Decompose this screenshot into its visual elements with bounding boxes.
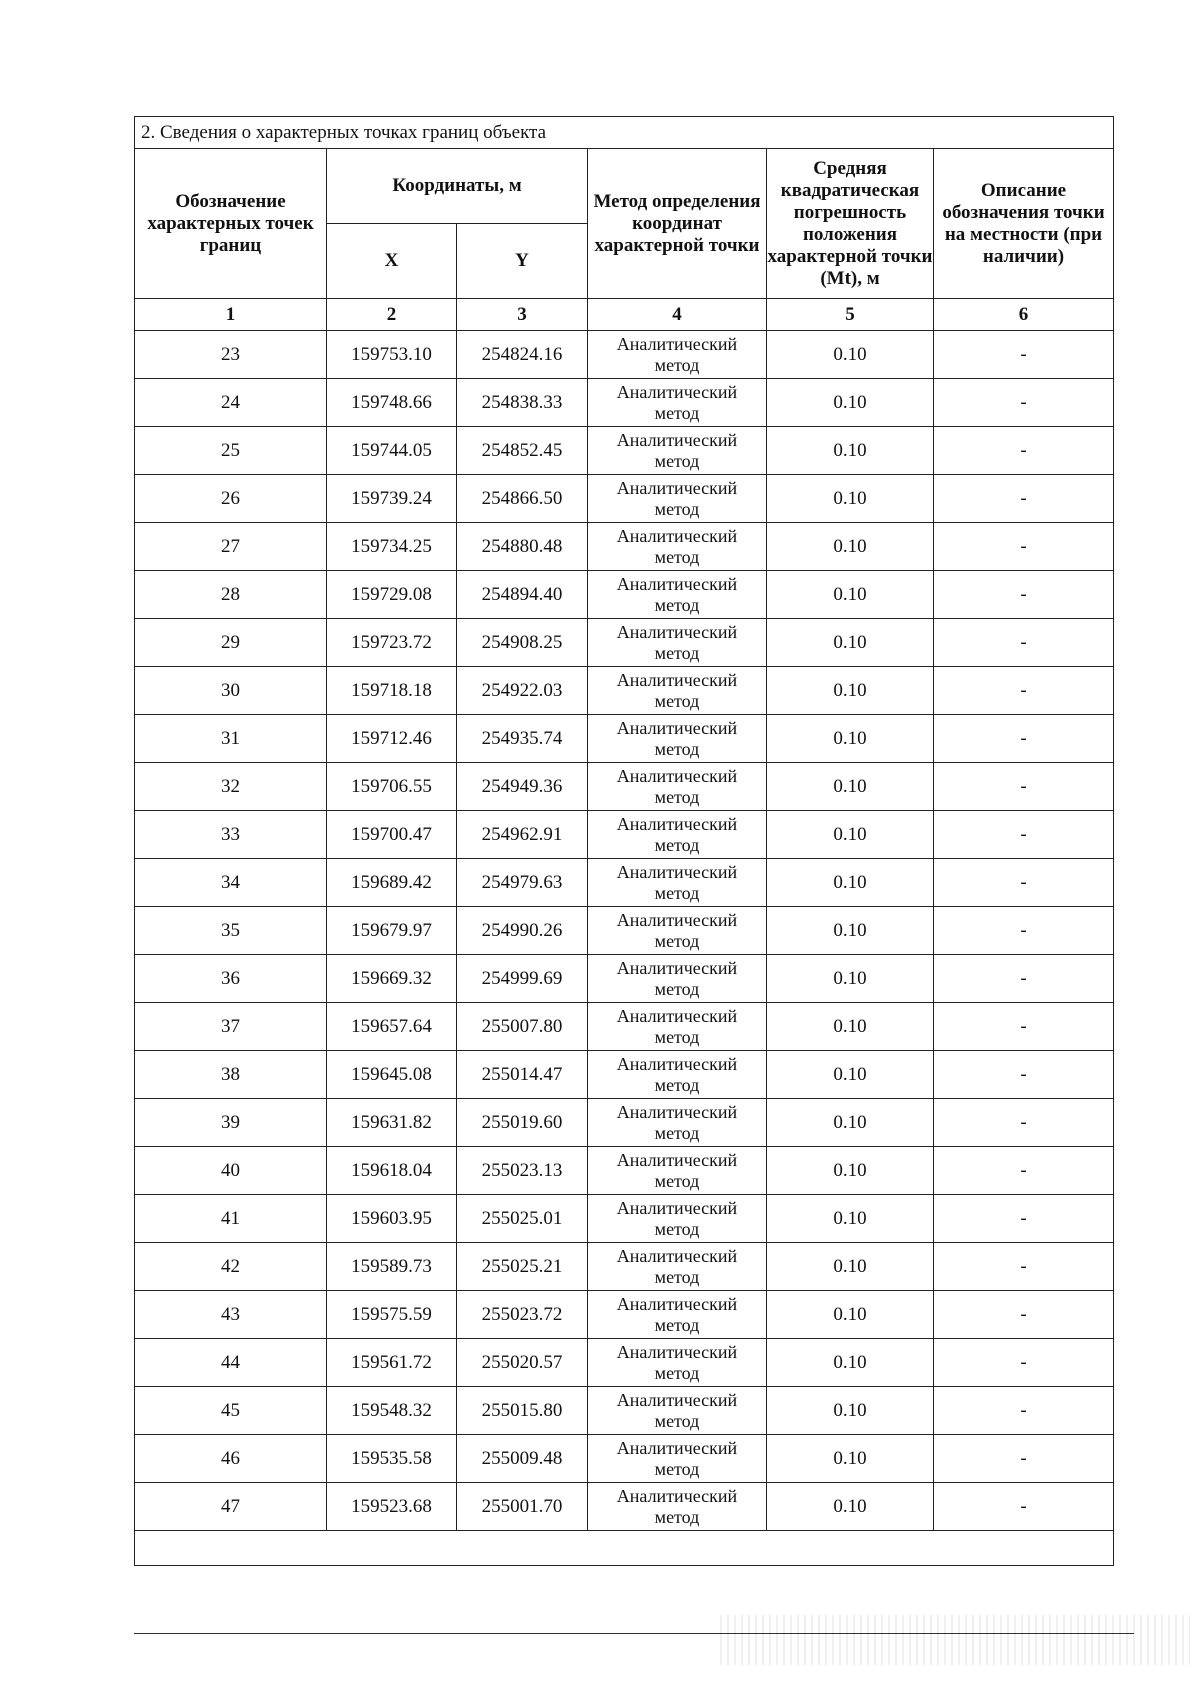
point-cell: 39	[135, 1099, 327, 1147]
accuracy-cell: 0.10	[767, 1483, 934, 1531]
point-cell: 42	[135, 1243, 327, 1291]
point-cell: 30	[135, 667, 327, 715]
method-text: Аналитический	[616, 1293, 738, 1314]
accuracy-cell: 0.10	[767, 331, 934, 379]
description-cell: -	[934, 1387, 1114, 1435]
point-cell: 24	[135, 379, 327, 427]
description-cell: -	[934, 1483, 1114, 1531]
table-row	[135, 1339, 1114, 1387]
y-coordinate-cell: 255015.80	[457, 1387, 588, 1435]
header-designation: Обозначение характерных точек границ	[135, 149, 327, 299]
x-coordinate-cell: 159700.47	[327, 811, 457, 859]
accuracy-cell: 0.10	[767, 811, 934, 859]
column-number-row	[135, 299, 1114, 331]
accuracy-cell: 0.10	[767, 667, 934, 715]
description-cell: -	[934, 475, 1114, 523]
y-coordinate-cell: 255001.70	[457, 1483, 588, 1531]
section-title: 2. Сведения о характерных точках границ объекта	[135, 117, 1114, 149]
description-cell: -	[934, 811, 1114, 859]
method-cell	[588, 379, 767, 427]
method-cell	[588, 715, 767, 763]
empty-footer-cell	[135, 1531, 1114, 1566]
point-cell: 32	[135, 763, 327, 811]
table-row	[135, 1051, 1114, 1099]
column-number: 6	[934, 299, 1114, 331]
accuracy-cell: 0.10	[767, 1291, 934, 1339]
table-row	[135, 1387, 1114, 1435]
description-cell: -	[934, 1051, 1114, 1099]
point-cell: 37	[135, 1003, 327, 1051]
description-cell: -	[934, 1147, 1114, 1195]
x-coordinate-cell: 159645.08	[327, 1051, 457, 1099]
method-cell	[588, 955, 767, 1003]
method-text: метод	[654, 978, 700, 999]
table-row	[135, 907, 1114, 955]
point-cell: 47	[135, 1483, 327, 1531]
method-cell	[588, 1147, 767, 1195]
description-cell: -	[934, 331, 1114, 379]
y-coordinate-cell: 255007.80	[457, 1003, 588, 1051]
table-row	[135, 475, 1114, 523]
x-coordinate-cell: 159748.66	[327, 379, 457, 427]
point-cell: 44	[135, 1339, 327, 1387]
y-coordinate-cell: 255023.72	[457, 1291, 588, 1339]
x-coordinate-cell: 159718.18	[327, 667, 457, 715]
table-row	[135, 715, 1114, 763]
point-cell: 23	[135, 331, 327, 379]
accuracy-cell: 0.10	[767, 571, 934, 619]
method-text: Аналитический	[616, 477, 738, 498]
table-row	[135, 763, 1114, 811]
x-coordinate-cell: 159723.72	[327, 619, 457, 667]
x-coordinate-cell: 159523.68	[327, 1483, 457, 1531]
point-cell: 31	[135, 715, 327, 763]
accuracy-cell: 0.10	[767, 1195, 934, 1243]
method-cell	[588, 1483, 767, 1531]
table-row	[135, 523, 1114, 571]
y-coordinate-cell: 254962.91	[457, 811, 588, 859]
scan-artifact	[720, 1615, 1190, 1665]
method-text: метод	[654, 834, 700, 855]
method-cell	[588, 1339, 767, 1387]
method-text: метод	[654, 1218, 700, 1239]
method-text: Аналитический	[616, 525, 738, 546]
y-coordinate-cell: 254949.36	[457, 763, 588, 811]
description-cell: -	[934, 1003, 1114, 1051]
table-row	[135, 331, 1114, 379]
description-cell: -	[934, 523, 1114, 571]
accuracy-cell: 0.10	[767, 955, 934, 1003]
point-cell: 38	[135, 1051, 327, 1099]
y-coordinate-cell: 255025.21	[457, 1243, 588, 1291]
method-text: метод	[654, 1362, 700, 1383]
description-cell: -	[934, 763, 1114, 811]
y-coordinate-cell: 254880.48	[457, 523, 588, 571]
x-coordinate-cell: 159734.25	[327, 523, 457, 571]
method-text: Аналитический	[616, 333, 738, 354]
method-cell	[588, 859, 767, 907]
y-coordinate-cell: 255009.48	[457, 1435, 588, 1483]
header-method: Метод определения координат характерной точки	[588, 149, 767, 299]
accuracy-cell: 0.10	[767, 619, 934, 667]
method-text: Аналитический	[616, 1485, 738, 1506]
table-row	[135, 1435, 1114, 1483]
point-cell: 43	[135, 1291, 327, 1339]
x-coordinate-cell: 159603.95	[327, 1195, 457, 1243]
x-coordinate-cell: 159575.59	[327, 1291, 457, 1339]
method-text: Аналитический	[616, 1245, 738, 1266]
method-text: Аналитический	[616, 1053, 738, 1074]
description-cell: -	[934, 955, 1114, 1003]
header-y: Y	[457, 224, 588, 299]
table-row	[135, 1195, 1114, 1243]
header-description: Описание обозначения точки на местности (при наличии)	[934, 149, 1114, 299]
method-cell	[588, 619, 767, 667]
method-text: метод	[654, 882, 700, 903]
method-text: метод	[654, 1314, 700, 1335]
description-cell: -	[934, 715, 1114, 763]
method-text: метод	[654, 498, 700, 519]
method-text: Аналитический	[616, 669, 738, 690]
x-coordinate-cell: 159679.97	[327, 907, 457, 955]
y-coordinate-cell: 255019.60	[457, 1099, 588, 1147]
method-text: метод	[654, 450, 700, 471]
method-text: метод	[654, 738, 700, 759]
description-cell: -	[934, 1435, 1114, 1483]
column-number: 2	[327, 299, 457, 331]
method-cell	[588, 1291, 767, 1339]
method-text: Аналитический	[616, 429, 738, 450]
x-coordinate-cell: 159744.05	[327, 427, 457, 475]
method-text: метод	[654, 1074, 700, 1095]
x-coordinate-cell: 159618.04	[327, 1147, 457, 1195]
description-cell: -	[934, 571, 1114, 619]
description-cell: -	[934, 1291, 1114, 1339]
column-number: 5	[767, 299, 934, 331]
accuracy-cell: 0.10	[767, 715, 934, 763]
x-coordinate-cell: 159535.58	[327, 1435, 457, 1483]
description-cell: -	[934, 1339, 1114, 1387]
method-cell	[588, 1003, 767, 1051]
y-coordinate-cell: 254824.16	[457, 331, 588, 379]
point-cell: 36	[135, 955, 327, 1003]
y-coordinate-cell: 254922.03	[457, 667, 588, 715]
table-row	[135, 571, 1114, 619]
method-cell	[588, 1243, 767, 1291]
point-cell: 46	[135, 1435, 327, 1483]
accuracy-cell: 0.10	[767, 1387, 934, 1435]
method-text: метод	[654, 786, 700, 807]
table-row	[135, 1243, 1114, 1291]
x-coordinate-cell: 159589.73	[327, 1243, 457, 1291]
method-cell	[588, 571, 767, 619]
boundary-points-table	[134, 116, 1114, 1566]
table-row	[135, 379, 1114, 427]
method-cell	[588, 907, 767, 955]
method-text: Аналитический	[616, 717, 738, 738]
method-text: Аналитический	[616, 813, 738, 834]
table-row	[135, 1291, 1114, 1339]
description-cell: -	[934, 427, 1114, 475]
accuracy-cell: 0.10	[767, 427, 934, 475]
method-text: Аналитический	[616, 1437, 738, 1458]
boundary-points-sheet	[134, 116, 1113, 1576]
point-cell: 28	[135, 571, 327, 619]
y-coordinate-cell: 254852.45	[457, 427, 588, 475]
x-coordinate-cell: 159753.10	[327, 331, 457, 379]
point-cell: 34	[135, 859, 327, 907]
method-text: Аналитический	[616, 1389, 738, 1410]
method-cell	[588, 811, 767, 859]
method-text: метод	[654, 930, 700, 951]
accuracy-cell: 0.10	[767, 379, 934, 427]
method-cell	[588, 427, 767, 475]
method-cell	[588, 475, 767, 523]
point-cell: 35	[135, 907, 327, 955]
column-number: 4	[588, 299, 767, 331]
table-row	[135, 1099, 1114, 1147]
method-text: метод	[654, 354, 700, 375]
method-text: метод	[654, 546, 700, 567]
accuracy-cell: 0.10	[767, 859, 934, 907]
x-coordinate-cell: 159729.08	[327, 571, 457, 619]
method-text: Аналитический	[616, 1197, 738, 1218]
x-coordinate-cell: 159706.55	[327, 763, 457, 811]
method-cell	[588, 331, 767, 379]
method-text: метод	[654, 1506, 700, 1527]
accuracy-cell: 0.10	[767, 1099, 934, 1147]
point-cell: 33	[135, 811, 327, 859]
method-cell	[588, 1435, 767, 1483]
method-text: метод	[654, 1410, 700, 1431]
y-coordinate-cell: 254866.50	[457, 475, 588, 523]
method-cell	[588, 763, 767, 811]
table-row	[135, 1147, 1114, 1195]
method-text: Аналитический	[616, 1341, 738, 1362]
y-coordinate-cell: 255014.47	[457, 1051, 588, 1099]
point-cell: 45	[135, 1387, 327, 1435]
description-cell: -	[934, 379, 1114, 427]
y-coordinate-cell: 254990.26	[457, 907, 588, 955]
method-text: Аналитический	[616, 381, 738, 402]
description-cell: -	[934, 1243, 1114, 1291]
method-cell	[588, 1195, 767, 1243]
method-text: Аналитический	[616, 1149, 738, 1170]
y-coordinate-cell: 255025.01	[457, 1195, 588, 1243]
header-x: X	[327, 224, 457, 299]
method-text: Аналитический	[616, 573, 738, 594]
accuracy-cell: 0.10	[767, 1435, 934, 1483]
accuracy-cell: 0.10	[767, 1147, 934, 1195]
method-text: метод	[654, 1266, 700, 1287]
y-coordinate-cell: 254935.74	[457, 715, 588, 763]
method-text: метод	[654, 1026, 700, 1047]
header-coordinates: Координаты, м	[327, 149, 588, 224]
method-text: Аналитический	[616, 621, 738, 642]
method-cell	[588, 1387, 767, 1435]
method-text: метод	[654, 402, 700, 423]
table-row	[135, 427, 1114, 475]
method-text: Аналитический	[616, 1101, 738, 1122]
accuracy-cell: 0.10	[767, 523, 934, 571]
x-coordinate-cell: 159712.46	[327, 715, 457, 763]
method-text: Аналитический	[616, 909, 738, 930]
x-coordinate-cell: 159669.32	[327, 955, 457, 1003]
method-text: Аналитический	[616, 957, 738, 978]
method-text: метод	[654, 690, 700, 711]
y-coordinate-cell: 255020.57	[457, 1339, 588, 1387]
column-number: 1	[135, 299, 327, 331]
point-cell: 40	[135, 1147, 327, 1195]
point-cell: 41	[135, 1195, 327, 1243]
description-cell: -	[934, 619, 1114, 667]
description-cell: -	[934, 1099, 1114, 1147]
method-text: Аналитический	[616, 1005, 738, 1026]
method-text: метод	[654, 1458, 700, 1479]
accuracy-cell: 0.10	[767, 907, 934, 955]
y-coordinate-cell: 254894.40	[457, 571, 588, 619]
y-coordinate-cell: 254908.25	[457, 619, 588, 667]
method-text: метод	[654, 1122, 700, 1143]
table-row	[135, 667, 1114, 715]
method-text: Аналитический	[616, 861, 738, 882]
table-row	[135, 955, 1114, 1003]
accuracy-cell: 0.10	[767, 475, 934, 523]
description-cell: -	[934, 667, 1114, 715]
accuracy-cell: 0.10	[767, 1051, 934, 1099]
point-cell: 25	[135, 427, 327, 475]
accuracy-cell: 0.10	[767, 1243, 934, 1291]
x-coordinate-cell: 159561.72	[327, 1339, 457, 1387]
table-row	[135, 1483, 1114, 1531]
column-number: 3	[457, 299, 588, 331]
accuracy-cell: 0.10	[767, 1003, 934, 1051]
y-coordinate-cell: 254838.33	[457, 379, 588, 427]
accuracy-cell: 0.10	[767, 763, 934, 811]
method-cell	[588, 1099, 767, 1147]
table-row	[135, 859, 1114, 907]
method-text: метод	[654, 594, 700, 615]
x-coordinate-cell: 159657.64	[327, 1003, 457, 1051]
accuracy-cell: 0.10	[767, 1339, 934, 1387]
table-row	[135, 1003, 1114, 1051]
y-coordinate-cell: 254979.63	[457, 859, 588, 907]
method-text: Аналитический	[616, 765, 738, 786]
header-accuracy: Средняя квадратическая погрешность положения характерной точки (Mt), м	[767, 149, 934, 299]
description-cell: -	[934, 907, 1114, 955]
x-coordinate-cell: 159739.24	[327, 475, 457, 523]
point-cell: 29	[135, 619, 327, 667]
method-cell	[588, 1051, 767, 1099]
description-cell: -	[934, 859, 1114, 907]
table-row	[135, 619, 1114, 667]
x-coordinate-cell: 159689.42	[327, 859, 457, 907]
empty-footer-row	[135, 1531, 1114, 1566]
y-coordinate-cell: 255023.13	[457, 1147, 588, 1195]
y-coordinate-cell: 254999.69	[457, 955, 588, 1003]
point-cell: 27	[135, 523, 327, 571]
description-cell: -	[934, 1195, 1114, 1243]
table-body	[135, 331, 1114, 1531]
table-row	[135, 811, 1114, 859]
method-cell	[588, 523, 767, 571]
x-coordinate-cell: 159631.82	[327, 1099, 457, 1147]
method-text: метод	[654, 642, 700, 663]
method-text: метод	[654, 1170, 700, 1191]
method-cell	[588, 667, 767, 715]
x-coordinate-cell: 159548.32	[327, 1387, 457, 1435]
point-cell: 26	[135, 475, 327, 523]
